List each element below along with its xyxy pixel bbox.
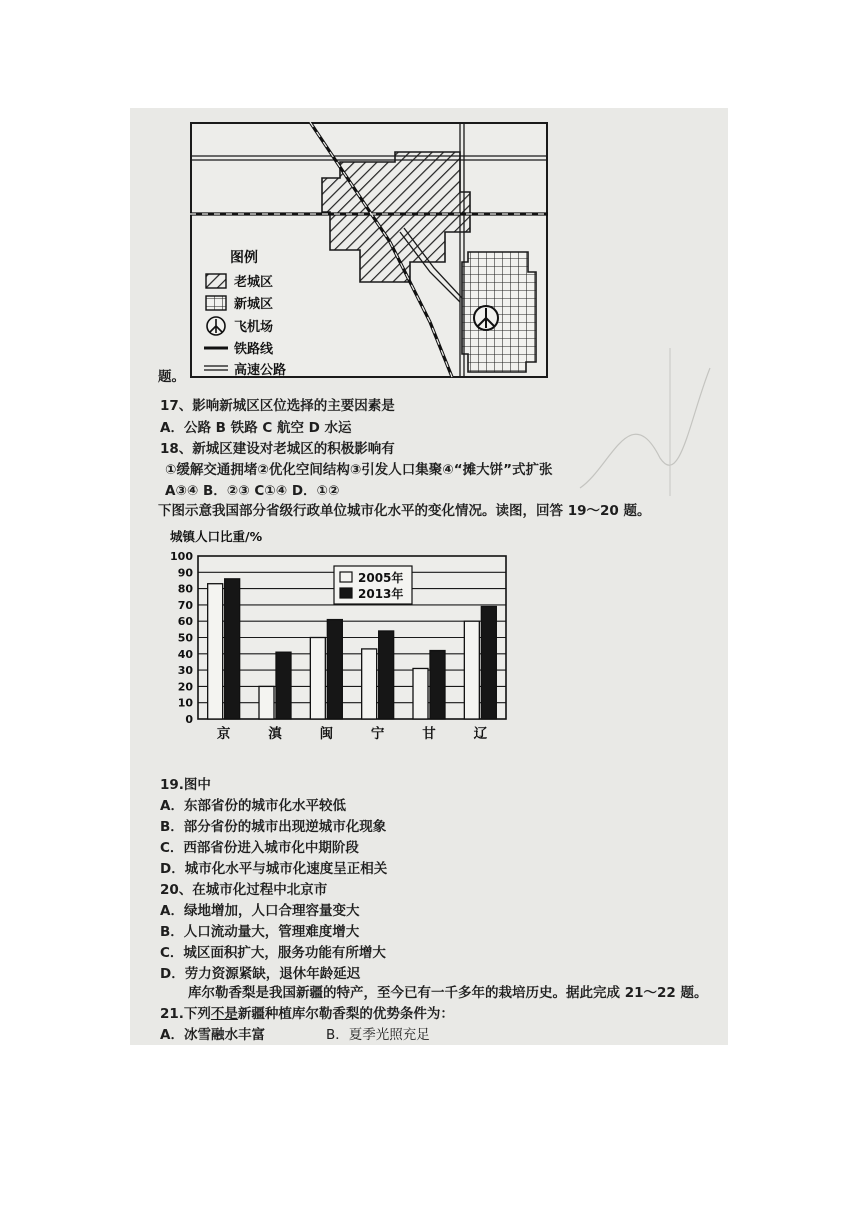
bleed-through-text bbox=[550, 140, 670, 155]
y-tick-label: 90 bbox=[177, 566, 193, 580]
question-20: 20、在城市化过程中北京市 bbox=[160, 882, 328, 898]
bar-2013年-宁 bbox=[379, 631, 394, 719]
question-21-option-a: A．冰雪融水丰富 bbox=[160, 1027, 265, 1043]
y-tick-label: 0 bbox=[185, 713, 193, 726]
y-tick-label: 40 bbox=[177, 647, 193, 661]
x-category-label: 辽 bbox=[473, 726, 488, 742]
bar-2013年-闽 bbox=[327, 620, 342, 719]
legend-swatch-2005年 bbox=[340, 572, 352, 582]
bar-2013年-甘 bbox=[430, 651, 445, 719]
airport-icon bbox=[207, 317, 225, 335]
airport-icon bbox=[474, 306, 498, 330]
question-18: 18、新城区建设对老城区的积极影响有 bbox=[160, 441, 395, 457]
bar-2013年-京 bbox=[225, 579, 240, 719]
legend-label: 老城区 bbox=[234, 275, 274, 290]
legend-label: 高速公路 bbox=[234, 363, 287, 378]
y-tick-label: 70 bbox=[177, 598, 193, 612]
y-tick-label: 10 bbox=[177, 696, 193, 710]
intro-19-20: 下图示意我国部分省级行政单位城市化水平的变化情况。读图，回答 19～20 题。 bbox=[158, 503, 651, 519]
x-category-label: 甘 bbox=[422, 726, 436, 742]
bleed-through-graph bbox=[570, 338, 720, 498]
question-21-option-b: B．夏季光照充足 bbox=[326, 1027, 430, 1043]
question-18-items: ①缓解交通拥堵②优化空间结构③引发人口集聚④“摊大饼”式扩张 bbox=[165, 462, 553, 478]
bar-2005年-辽 bbox=[464, 621, 479, 719]
question-19-option-d: D．城市化水平与城市化速度呈正相关 bbox=[160, 861, 388, 877]
legend-label: 飞机场 bbox=[234, 320, 274, 335]
city-map bbox=[190, 122, 548, 378]
question-21-suffix: 新疆种植库尔勒香梨的优势条件为： bbox=[237, 1006, 454, 1022]
question-19-option-a: A．东部省份的城市化水平较低 bbox=[160, 798, 346, 814]
grid-square-icon bbox=[206, 296, 226, 310]
text-line: 题。 bbox=[158, 369, 185, 385]
y-tick-label: 80 bbox=[177, 582, 193, 596]
question-21-prefix: 21.下列 bbox=[160, 1006, 211, 1022]
bar-2013年-滇 bbox=[276, 652, 291, 719]
hatched-square-icon bbox=[206, 274, 226, 288]
legend-title: 图例 bbox=[230, 250, 258, 266]
new-town-area bbox=[462, 252, 536, 372]
urbanization-bar-chart bbox=[168, 528, 513, 750]
y-tick-label: 60 bbox=[177, 615, 193, 629]
question-19: 19.图中 bbox=[160, 777, 211, 793]
legend-label: 铁路线 bbox=[234, 342, 274, 357]
x-category-label: 京 bbox=[216, 726, 231, 742]
bar-2005年-滇 bbox=[259, 686, 274, 719]
question-20-option-c: C．城区面积扩大，服务功能有所增大 bbox=[160, 945, 386, 961]
question-18-options: A③④ B．②③ C①④ D．①② bbox=[165, 483, 340, 499]
legend-label: 2005年 bbox=[358, 571, 404, 585]
bar-2005年-闽 bbox=[310, 638, 325, 720]
bar-2005年-宁 bbox=[362, 649, 377, 719]
x-category-label: 滇 bbox=[268, 726, 282, 742]
y-tick-label: 20 bbox=[177, 680, 193, 694]
question-20-option-d: D．劳力资源紧缺，退休年龄延迟 bbox=[160, 966, 361, 982]
question-21 bbox=[160, 1005, 454, 1023]
intro-21-22: 库尔勒香梨是我国新疆的特产，至今已有一千多年的栽培历史。据此完成 21～22 题。 bbox=[188, 985, 708, 1001]
y-tick-label: 50 bbox=[177, 631, 193, 645]
x-category-label: 宁 bbox=[370, 726, 385, 742]
legend-label: 2013年 bbox=[358, 587, 404, 601]
question-17: 17、影响新城区区位选择的主要因素是 bbox=[160, 398, 395, 414]
question-19-option-c: C．西部省份进入城市化中期阶段 bbox=[160, 840, 359, 856]
exam-page bbox=[130, 108, 728, 1045]
legend-swatch-2013年 bbox=[340, 588, 352, 598]
x-category-label: 闽 bbox=[319, 726, 334, 742]
bar-2005年-甘 bbox=[413, 668, 428, 719]
bar-2005年-京 bbox=[208, 584, 223, 719]
question-21-emphasis: 不是 bbox=[210, 1006, 238, 1022]
question-20-option-a: A．绿地增加，人口合理容量变大 bbox=[160, 903, 360, 919]
question-17-options: A．公路 B 铁路 C 航空 D 水运 bbox=[160, 420, 352, 436]
question-20-option-b: B．人口流动量大，管理难度增大 bbox=[160, 924, 360, 940]
legend-label: 新城区 bbox=[234, 297, 274, 312]
y-tick-label: 30 bbox=[177, 664, 193, 678]
bar-2013年-辽 bbox=[481, 607, 496, 719]
y-axis-title: 城镇人口比重/% bbox=[170, 529, 263, 544]
question-19-option-b: B．部分省份的城市出现逆城市化现象 bbox=[160, 819, 387, 835]
y-tick-label: 100 bbox=[170, 550, 193, 563]
